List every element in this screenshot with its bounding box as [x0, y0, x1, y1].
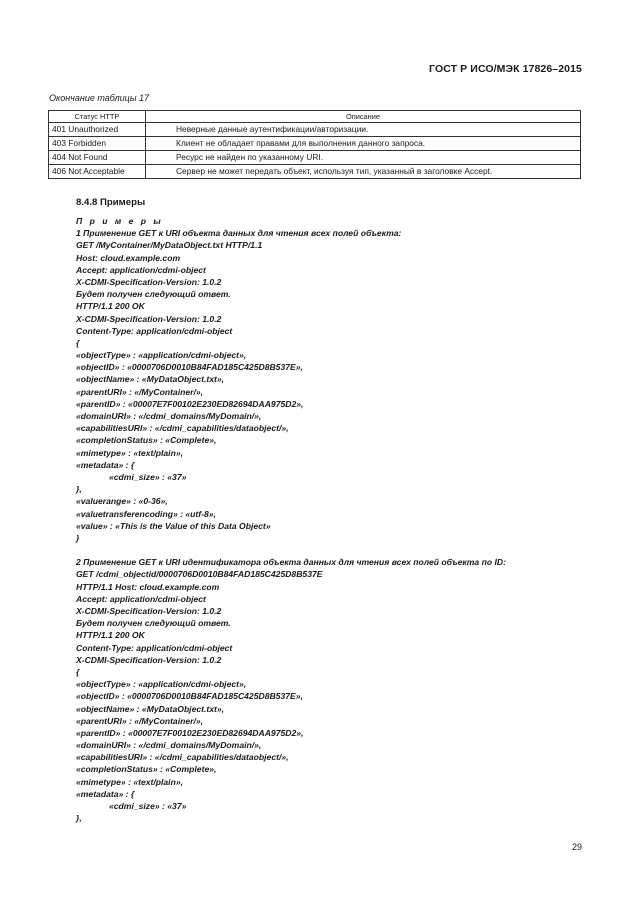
- code-line: «cdmi_size» : «37»: [109, 471, 187, 482]
- code-line: }: [76, 532, 80, 543]
- code-line: «completionStatus» : «Complete»,: [76, 764, 217, 775]
- code-line: Accept: application/cdmi-object: [76, 264, 206, 275]
- code-line: X-CDMI-Specification-Version: 1.0.2: [76, 654, 222, 665]
- table-row: [49, 165, 581, 179]
- spacer: [76, 544, 586, 556]
- code-line: «completionStatus» : «Complete»,: [76, 435, 217, 446]
- code-line: «capabilitiesURI» : «/cdmi_capabilities/dataobject/»,: [76, 423, 289, 434]
- code-line: «metadata» : {: [76, 788, 135, 799]
- code-line: «parentID» : «00007E7F00102E230ED82694DAA975D2»,: [76, 398, 304, 409]
- code-line: «cdmi_size» : «37»: [109, 801, 187, 811]
- code-line: HTTP/1.1 Host: cloud.example.com: [76, 581, 220, 592]
- code-line: «objectID» : «0000706D0010B84FAD185C425D8B537E»,: [76, 691, 303, 702]
- code-line: «parentID» : «00007E7F00102E230ED82694DAA975D2»,: [76, 727, 304, 738]
- code-line: «parentURI» : «/MyContainer/»,: [76, 715, 204, 726]
- column-header-description: Описание: [146, 111, 581, 123]
- description-cell: Клиент не обладает правами для выполнения данного запроса.: [146, 137, 581, 151]
- examples-heading: П р и м е р ы: [76, 216, 164, 226]
- code-line: X-CDMI-Specification-Version: 1.0.2: [76, 606, 222, 616]
- description-cell: Ресурс не найден по указанному URI.: [146, 151, 581, 165]
- code-line: «metadata» : {: [76, 459, 135, 470]
- code-line: {: [76, 337, 80, 348]
- page-number: 29: [571, 842, 582, 852]
- code-line: X-CDMI-Specification-Version: 1.0.2: [76, 313, 222, 324]
- description-cell: Сервер не может передать объект, используя тип, указанный в заголовке Accept.: [146, 165, 581, 179]
- example-2-title: 2 Применение GET к URI идентификатора объекта данных для чтения всех полей объекта по ID:: [76, 557, 506, 568]
- code-line: Accept: application/cdmi-object: [76, 593, 206, 604]
- standard-header: ГОСТ Р ИСО/МЭК 17826–2015: [429, 63, 582, 75]
- examples-block: [76, 215, 586, 824]
- status-cell: 406 Not Acceptable: [49, 165, 146, 179]
- code-line: Host: cloud.example.com: [76, 252, 181, 263]
- code-line: Content-Type: application/cdmi-object: [76, 325, 233, 336]
- code-line: },: [76, 813, 82, 824]
- code-line: HTTP/1.1 200 OK: [76, 301, 145, 312]
- code-line: «objectName» : «MyDataObject.txt»,: [76, 703, 225, 714]
- code-line: «objectType» : «application/cdmi-object»,: [76, 350, 247, 361]
- status-cell: 401 Unauthorized: [49, 123, 146, 137]
- code-line: },: [76, 484, 82, 495]
- code-line: «domainURI» : «/cdmi_domains/MyDomain/»,: [76, 740, 262, 751]
- code-line: «domainURI» : «/cdmi_domains/MyDomain/»,: [76, 411, 262, 421]
- table-caption: Окончание таблицы 17: [49, 93, 149, 103]
- http-status-table: [48, 110, 581, 179]
- code-line: Будет получен следующий ответ.: [76, 618, 231, 629]
- table-row: [49, 123, 581, 137]
- code-line: «objectType» : «application/cdmi-object»,: [76, 679, 247, 690]
- status-cell: 403 Forbidden: [49, 137, 146, 151]
- code-line: «objectName» : «MyDataObject.txt»,: [76, 374, 225, 385]
- code-line: «capabilitiesURI» : «/cdmi_capabilities/dataobject/»,: [76, 752, 289, 763]
- section-title: 8.4.8 Примеры: [76, 197, 146, 208]
- table-row: [49, 137, 581, 151]
- example-1-title: 1 Применение GET к URI объекта данных для чтения всех полей объекта:: [76, 228, 402, 239]
- code-line: HTTP/1.1 200 OK: [76, 630, 145, 641]
- code-line: «objectID» : «0000706D0010B84FAD185C425D8B537E»,: [76, 362, 303, 373]
- code-line: Content-Type: application/cdmi-object: [76, 642, 233, 653]
- code-line: {: [76, 666, 80, 677]
- code-line: «valuerange» : «0-36»,: [76, 496, 168, 507]
- description-cell: Неверные данные аутентификации/авторизации.: [146, 123, 581, 137]
- code-line: GET /cdmi_objectid/0000706D0010B84FAD185C425D8B537E: [76, 569, 323, 580]
- code-line: «mimetype» : «text/plain»,: [76, 447, 183, 458]
- table-row: [49, 151, 581, 165]
- code-line: «parentURI» : «/MyContainer/»,: [76, 386, 204, 397]
- code-line: X-CDMI-Specification-Version: 1.0.2: [76, 276, 222, 287]
- code-line: GET /MyContainer/MyDataObject.txt HTTP/1.1: [76, 240, 263, 251]
- status-cell: 404 Not Found: [49, 151, 146, 165]
- column-header-status: Статус HTTP: [49, 111, 146, 123]
- code-line: «value» : «This is the Value of this Data Object»: [76, 520, 271, 531]
- code-line: Будет получен следующий ответ.: [76, 289, 231, 300]
- code-line: «valuetransferencoding» : «utf-8»,: [76, 508, 216, 519]
- table-header-row: [49, 111, 581, 123]
- code-line: «mimetype» : «text/plain»,: [76, 776, 183, 787]
